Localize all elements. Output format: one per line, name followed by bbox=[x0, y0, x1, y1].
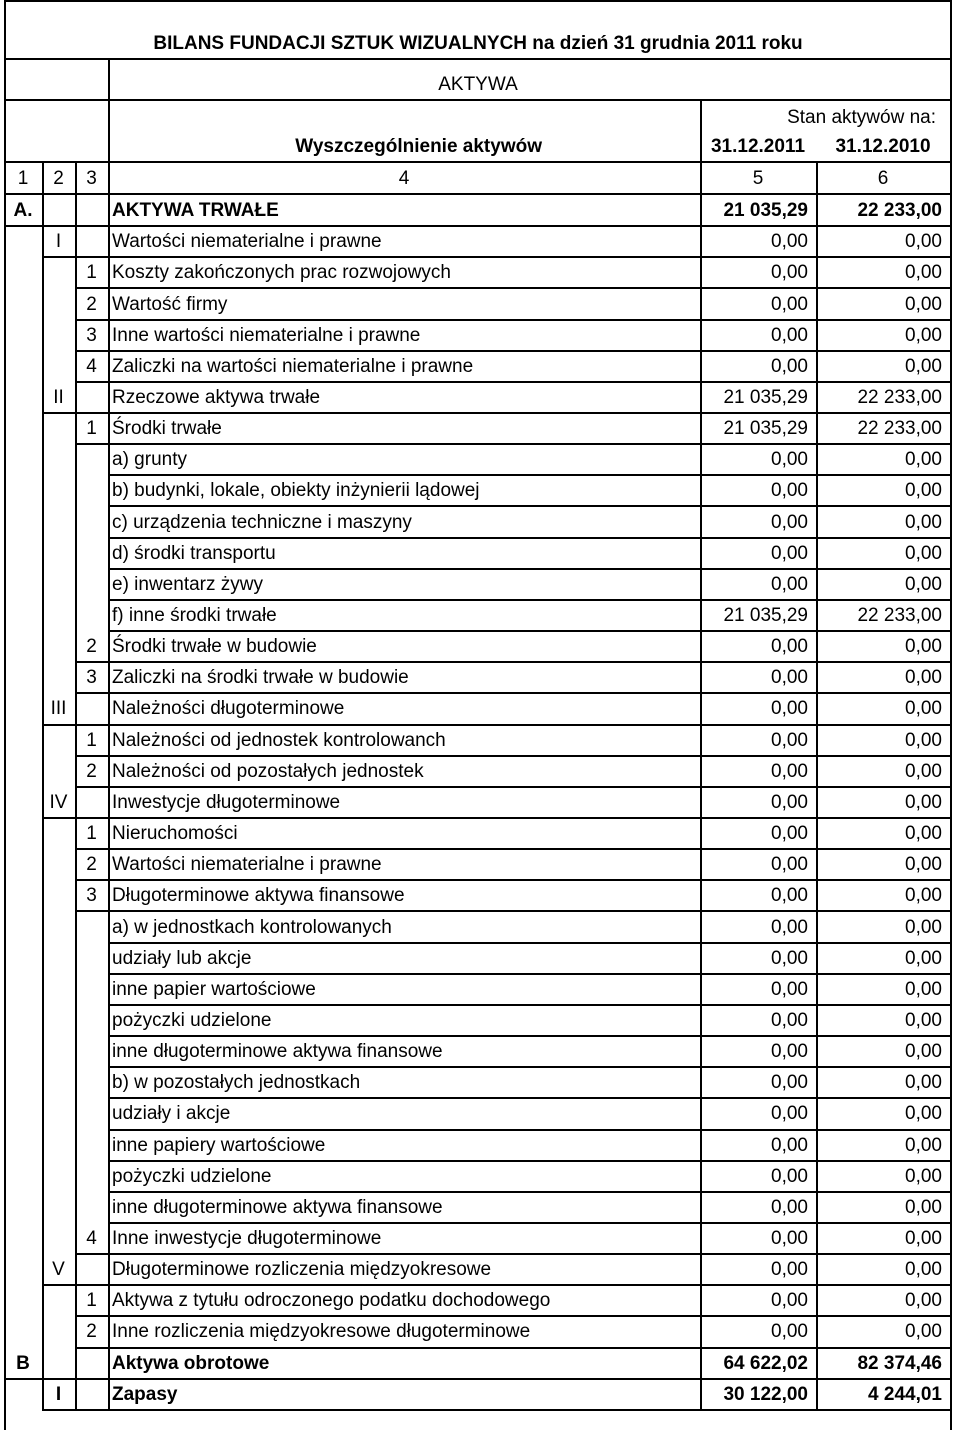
value-2010: 0,00 bbox=[905, 760, 942, 782]
row-marker-b bbox=[42, 351, 75, 382]
row-marker-a bbox=[4, 974, 42, 1005]
value-2011: 21 035,29 bbox=[723, 605, 808, 626]
value-2010: 0,00 bbox=[905, 1228, 942, 1249]
value-2011: 0,00 bbox=[771, 1134, 808, 1156]
row-description: Wartości niematerialne i prawne bbox=[112, 231, 382, 253]
row-description: f) inne środki trwałe bbox=[112, 605, 277, 626]
row-marker-c bbox=[75, 569, 108, 600]
row-marker-b: I bbox=[55, 231, 62, 253]
row-marker-a bbox=[4, 818, 42, 849]
row-marker-a bbox=[4, 1036, 42, 1067]
row-description: pożyczki udzielone bbox=[112, 1009, 272, 1031]
row-marker-b bbox=[42, 1285, 75, 1316]
row-marker-a bbox=[4, 880, 42, 911]
row-marker-c bbox=[75, 943, 108, 974]
row-marker-c bbox=[75, 475, 108, 506]
value-2010: 0,00 bbox=[905, 573, 942, 595]
value-2011: 0,00 bbox=[771, 231, 808, 253]
row-marker-b bbox=[42, 725, 75, 756]
row-marker-a bbox=[4, 507, 42, 538]
row-description: Zaliczki na wartości niematerialne i prawne bbox=[112, 355, 474, 377]
value-2010: 0,00 bbox=[905, 542, 942, 564]
grid-line-vertical bbox=[700, 99, 702, 161]
row-marker-c bbox=[75, 1161, 108, 1192]
row-marker-c: 2 bbox=[86, 1321, 97, 1343]
value-2011: 0,00 bbox=[771, 262, 808, 284]
row-description: Inwestycje długoterminowe bbox=[112, 791, 341, 813]
row-marker-a bbox=[4, 756, 42, 787]
grid-line-vertical bbox=[42, 193, 44, 1410]
row-description: Inne wartości niematerialne i prawne bbox=[112, 324, 421, 346]
value-2010: 0,00 bbox=[905, 262, 942, 284]
row-marker-b bbox=[42, 911, 75, 942]
row-description: Nieruchomości bbox=[112, 823, 238, 845]
date-current-header: 31.12.2011 bbox=[710, 135, 806, 157]
value-2011: 0,00 bbox=[771, 1165, 808, 1187]
value-2011: 0,00 bbox=[771, 1321, 808, 1343]
value-2011: 21 035,29 bbox=[723, 418, 808, 440]
row-marker-a bbox=[4, 444, 42, 475]
row-marker-c: 2 bbox=[86, 854, 97, 876]
value-2011: 30 122,00 bbox=[723, 1383, 808, 1405]
row-marker-b bbox=[42, 1223, 75, 1254]
value-2010: 0,00 bbox=[905, 916, 942, 938]
row-marker-b: IV bbox=[49, 791, 68, 813]
row-description: e) inwentarz żywy bbox=[112, 573, 263, 595]
value-2010: 0,00 bbox=[905, 636, 942, 658]
row-marker-b: I bbox=[55, 1383, 62, 1405]
row-marker-a bbox=[4, 475, 42, 506]
row-marker-c bbox=[75, 1130, 108, 1161]
value-2011: 0,00 bbox=[771, 1196, 808, 1218]
row-marker-c bbox=[75, 911, 108, 942]
value-2011: 0,00 bbox=[771, 449, 808, 471]
value-2011: 21 035,29 bbox=[723, 386, 808, 408]
row-description: Należności długoterminowe bbox=[112, 698, 345, 720]
value-2011: 0,00 bbox=[771, 1228, 808, 1249]
row-marker-b bbox=[42, 849, 75, 880]
row-marker-b bbox=[42, 1130, 75, 1161]
row-marker-a bbox=[4, 911, 42, 942]
value-2011: 21 035,29 bbox=[723, 200, 808, 222]
row-marker-c: 3 bbox=[86, 324, 97, 346]
row-marker-b bbox=[42, 1348, 75, 1379]
row-marker-c bbox=[75, 1005, 108, 1036]
column-number: 1 bbox=[17, 167, 29, 189]
row-description: Zapasy bbox=[112, 1383, 178, 1405]
row-marker-b bbox=[42, 662, 75, 693]
row-description: Długoterminowe rozliczenia międzyokresowe bbox=[112, 1259, 492, 1281]
row-marker-b bbox=[42, 288, 75, 319]
value-2010: 0,00 bbox=[905, 1009, 942, 1031]
row-description: Zaliczki na środki trwałe w budowie bbox=[112, 667, 409, 689]
row-description: inne długoterminowe aktywa finansowe bbox=[112, 1196, 443, 1218]
value-2010: 0,00 bbox=[905, 854, 942, 876]
row-marker-b bbox=[42, 1098, 75, 1129]
row-marker-c bbox=[75, 226, 108, 257]
row-description: inne długoterminowe aktywa finansowe bbox=[112, 1041, 443, 1063]
row-marker-c bbox=[75, 693, 108, 724]
row-marker-a bbox=[4, 1254, 42, 1285]
value-2010: 0,00 bbox=[905, 231, 942, 253]
row-description: Inne inwestycje długoterminowe bbox=[112, 1228, 382, 1249]
row-marker-a bbox=[4, 382, 42, 413]
value-2010: 0,00 bbox=[905, 449, 942, 471]
value-2010: 22 233,00 bbox=[857, 200, 942, 222]
row-description: udziały lub akcje bbox=[112, 947, 252, 969]
column-number: 3 bbox=[86, 167, 97, 189]
row-marker-b bbox=[42, 1316, 75, 1347]
row-marker-c: 2 bbox=[86, 760, 97, 782]
row-marker-a bbox=[4, 631, 42, 662]
row-marker-c bbox=[75, 1036, 108, 1067]
row-description: b) budynki, lokale, obiekty inżynierii lądowej bbox=[112, 480, 480, 502]
value-2011: 0,00 bbox=[771, 480, 808, 502]
value-2010: 4 244,01 bbox=[868, 1383, 942, 1405]
value-2010: 0,00 bbox=[905, 511, 942, 533]
value-2011: 0,00 bbox=[771, 916, 808, 938]
value-2010: 82 374,46 bbox=[857, 1352, 942, 1374]
row-marker-c bbox=[75, 1379, 108, 1410]
value-2010: 0,00 bbox=[905, 1290, 942, 1312]
value-2010: 0,00 bbox=[905, 667, 942, 689]
row-description: c) urządzenia techniczne i maszyny bbox=[112, 511, 412, 533]
row-description: Długoterminowe aktywa finansowe bbox=[112, 885, 405, 907]
column-number: 6 bbox=[877, 167, 889, 189]
row-description: a) grunty bbox=[112, 449, 187, 471]
value-2011: 0,00 bbox=[771, 885, 808, 907]
row-marker-b bbox=[42, 569, 75, 600]
row-marker-a bbox=[4, 725, 42, 756]
row-marker-a bbox=[4, 693, 42, 724]
row-description: Aktywa obrotowe bbox=[112, 1352, 270, 1374]
value-2011: 0,00 bbox=[771, 573, 808, 595]
row-marker-b: II bbox=[53, 386, 64, 408]
description-column-header: Wyszczególnienie aktywów bbox=[295, 135, 542, 157]
value-2010: 0,00 bbox=[905, 729, 942, 751]
row-marker-a bbox=[4, 1192, 42, 1223]
grid-line-vertical bbox=[700, 193, 702, 1410]
grid-line-vertical bbox=[700, 161, 702, 195]
row-marker-c: 4 bbox=[86, 355, 97, 377]
value-2010: 0,00 bbox=[905, 1321, 942, 1343]
row-description: Należności od jednostek kontrolowanch bbox=[112, 729, 446, 751]
row-marker-b bbox=[42, 538, 75, 569]
value-2010: 22 233,00 bbox=[857, 386, 942, 408]
value-2010: 0,00 bbox=[905, 1134, 942, 1156]
row-marker-a bbox=[4, 1067, 42, 1098]
value-2010: 0,00 bbox=[905, 1165, 942, 1187]
value-2010: 0,00 bbox=[905, 947, 942, 969]
row-marker-b bbox=[42, 413, 75, 444]
grid-line-vertical bbox=[42, 161, 44, 195]
value-2010: 0,00 bbox=[905, 480, 942, 502]
row-description: Wartość firmy bbox=[112, 293, 228, 315]
row-description: Rzeczowe aktywa trwałe bbox=[112, 386, 321, 408]
row-marker-b bbox=[42, 507, 75, 538]
row-marker-c bbox=[75, 1192, 108, 1223]
row-marker-c: 1 bbox=[86, 729, 97, 751]
row-marker-a bbox=[4, 1285, 42, 1316]
row-marker-a bbox=[4, 943, 42, 974]
row-marker-a: B bbox=[16, 1352, 30, 1374]
row-marker-b bbox=[42, 195, 75, 226]
table-row-divider bbox=[42, 1409, 950, 1411]
date-previous-header: 31.12.2010 bbox=[835, 135, 931, 157]
row-marker-c: 2 bbox=[86, 293, 97, 315]
stan-label: Stan aktywów na: bbox=[787, 106, 936, 128]
value-2011: 0,00 bbox=[771, 324, 808, 346]
row-marker-a bbox=[4, 288, 42, 319]
row-marker-b: III bbox=[50, 698, 67, 720]
row-marker-a bbox=[4, 787, 42, 818]
value-2011: 64 622,02 bbox=[723, 1352, 808, 1374]
row-marker-a bbox=[4, 1316, 42, 1347]
value-2011: 0,00 bbox=[771, 355, 808, 377]
grid-line-vertical bbox=[75, 161, 77, 195]
row-description: udziały i akcje bbox=[112, 1103, 231, 1125]
row-description: inne papiery wartościowe bbox=[112, 1134, 326, 1156]
row-marker-a bbox=[4, 226, 42, 257]
value-2011: 0,00 bbox=[771, 791, 808, 813]
value-2011: 0,00 bbox=[771, 729, 808, 751]
column-number: 5 bbox=[752, 167, 764, 189]
row-marker-a bbox=[4, 257, 42, 288]
row-marker-a bbox=[4, 538, 42, 569]
row-marker-c: 3 bbox=[86, 885, 97, 907]
value-2011: 0,00 bbox=[771, 698, 808, 720]
grid-line-vertical bbox=[75, 193, 77, 1410]
row-marker-a bbox=[4, 662, 42, 693]
value-2010: 0,00 bbox=[905, 1103, 942, 1125]
value-2010: 22 233,00 bbox=[857, 605, 942, 626]
row-description: Środki trwałe w budowie bbox=[112, 636, 317, 658]
row-marker-c: 2 bbox=[86, 636, 97, 658]
row-marker-a bbox=[4, 1005, 42, 1036]
sheet-title: BILANS FUNDACJI SZTUK WIZUALNYCH na dzień 31 grudnia 2011 roku bbox=[153, 32, 803, 54]
row-marker-b bbox=[42, 320, 75, 351]
row-marker-c: 1 bbox=[86, 823, 97, 845]
row-marker-a bbox=[4, 1098, 42, 1129]
row-marker-c bbox=[75, 538, 108, 569]
value-2010: 22 233,00 bbox=[857, 418, 942, 440]
value-2011: 0,00 bbox=[771, 947, 808, 969]
row-marker-a bbox=[4, 569, 42, 600]
grid-line-vertical bbox=[816, 161, 818, 195]
row-marker-b bbox=[42, 943, 75, 974]
row-marker-b bbox=[42, 974, 75, 1005]
border-top bbox=[4, 0, 950, 2]
row-marker-c bbox=[75, 382, 108, 413]
row-description: Inne rozliczenia międzyokresowe długoterminowe bbox=[112, 1321, 531, 1343]
row-description: Należności od pozostałych jednostek bbox=[112, 760, 424, 782]
column-number: 4 bbox=[398, 167, 410, 189]
value-2010: 0,00 bbox=[905, 698, 942, 720]
row-marker-a bbox=[4, 1379, 42, 1410]
row-marker-c bbox=[75, 1067, 108, 1098]
value-2011: 0,00 bbox=[771, 978, 808, 1000]
value-2011: 0,00 bbox=[771, 1009, 808, 1031]
section-heading: AKTYWA bbox=[438, 73, 518, 95]
row-marker-c bbox=[75, 507, 108, 538]
value-2010: 0,00 bbox=[905, 791, 942, 813]
row-marker-c bbox=[75, 1098, 108, 1129]
row-marker-b bbox=[42, 444, 75, 475]
row-marker-b bbox=[42, 1036, 75, 1067]
row-marker-c bbox=[75, 1348, 108, 1379]
row-marker-a bbox=[4, 1130, 42, 1161]
row-marker-c bbox=[75, 195, 108, 226]
header-rule bbox=[4, 58, 950, 60]
value-2011: 0,00 bbox=[771, 1041, 808, 1063]
value-2011: 0,00 bbox=[771, 667, 808, 689]
row-marker-b bbox=[42, 756, 75, 787]
row-marker-c bbox=[75, 600, 108, 631]
value-2010: 0,00 bbox=[905, 1196, 942, 1218]
row-description: pożyczki udzielone bbox=[112, 1165, 272, 1187]
row-marker-a bbox=[4, 1161, 42, 1192]
grid-line-vertical bbox=[816, 193, 818, 1410]
value-2010: 0,00 bbox=[905, 355, 942, 377]
row-marker-a bbox=[4, 320, 42, 351]
row-marker-b bbox=[42, 880, 75, 911]
row-marker-c bbox=[75, 444, 108, 475]
row-description: AKTYWA TRWAŁE bbox=[112, 200, 279, 222]
value-2010: 0,00 bbox=[905, 1072, 942, 1094]
value-2011: 0,00 bbox=[771, 1072, 808, 1094]
header-rule bbox=[4, 99, 950, 101]
row-marker-c: 4 bbox=[86, 1228, 97, 1249]
row-description: inne papier wartościowe bbox=[112, 978, 316, 1000]
row-marker-a bbox=[4, 849, 42, 880]
row-marker-b bbox=[42, 1067, 75, 1098]
row-marker-b bbox=[42, 475, 75, 506]
value-2011: 0,00 bbox=[771, 636, 808, 658]
value-2011: 0,00 bbox=[771, 1259, 808, 1281]
row-description: Aktywa z tytułu odroczonego podatku dochodowego bbox=[112, 1290, 551, 1312]
grid-line-vertical bbox=[108, 161, 110, 195]
row-marker-c: 1 bbox=[86, 1290, 97, 1312]
value-2010: 0,00 bbox=[905, 1259, 942, 1281]
row-description: a) w jednostkach kontrolowanych bbox=[112, 916, 392, 938]
row-description: b) w pozostałych jednostkach bbox=[112, 1072, 361, 1094]
value-2011: 0,00 bbox=[771, 854, 808, 876]
row-description: Środki trwałe bbox=[112, 418, 222, 440]
value-2011: 0,00 bbox=[771, 760, 808, 782]
row-marker-a bbox=[4, 413, 42, 444]
row-marker-b bbox=[42, 257, 75, 288]
row-description: Wartości niematerialne i prawne bbox=[112, 854, 382, 876]
value-2011: 0,00 bbox=[771, 293, 808, 315]
row-marker-a bbox=[4, 1223, 42, 1254]
row-marker-b bbox=[42, 600, 75, 631]
value-2010: 0,00 bbox=[905, 1041, 942, 1063]
row-marker-b: V bbox=[52, 1259, 65, 1281]
value-2010: 0,00 bbox=[905, 885, 942, 907]
row-marker-a: A. bbox=[13, 200, 33, 222]
value-2011: 0,00 bbox=[771, 823, 808, 845]
column-number: 2 bbox=[53, 167, 64, 189]
value-2010: 0,00 bbox=[905, 324, 942, 346]
value-2010: 0,00 bbox=[905, 978, 942, 1000]
value-2011: 0,00 bbox=[771, 1103, 808, 1125]
row-description: d) środki transportu bbox=[112, 542, 276, 564]
value-2011: 0,00 bbox=[771, 542, 808, 564]
grid-line-vertical bbox=[108, 193, 110, 1410]
row-marker-c bbox=[75, 974, 108, 1005]
row-description: Koszty zakończonych prac rozwojowych bbox=[112, 262, 451, 284]
row-marker-b bbox=[42, 631, 75, 662]
row-marker-c bbox=[75, 787, 108, 818]
row-marker-b bbox=[42, 1005, 75, 1036]
value-2010: 0,00 bbox=[905, 293, 942, 315]
row-marker-b bbox=[42, 818, 75, 849]
row-marker-c: 1 bbox=[86, 262, 97, 284]
row-marker-b bbox=[42, 1192, 75, 1223]
row-marker-c bbox=[75, 1254, 108, 1285]
value-2011: 0,00 bbox=[771, 511, 808, 533]
row-marker-b bbox=[42, 1161, 75, 1192]
row-marker-a bbox=[4, 351, 42, 382]
row-marker-c: 1 bbox=[86, 418, 97, 440]
grid-line-vertical bbox=[950, 0, 952, 1430]
row-marker-a bbox=[4, 600, 42, 631]
value-2011: 0,00 bbox=[771, 1290, 808, 1312]
row-marker-c: 3 bbox=[86, 667, 97, 689]
value-2010: 0,00 bbox=[905, 823, 942, 845]
